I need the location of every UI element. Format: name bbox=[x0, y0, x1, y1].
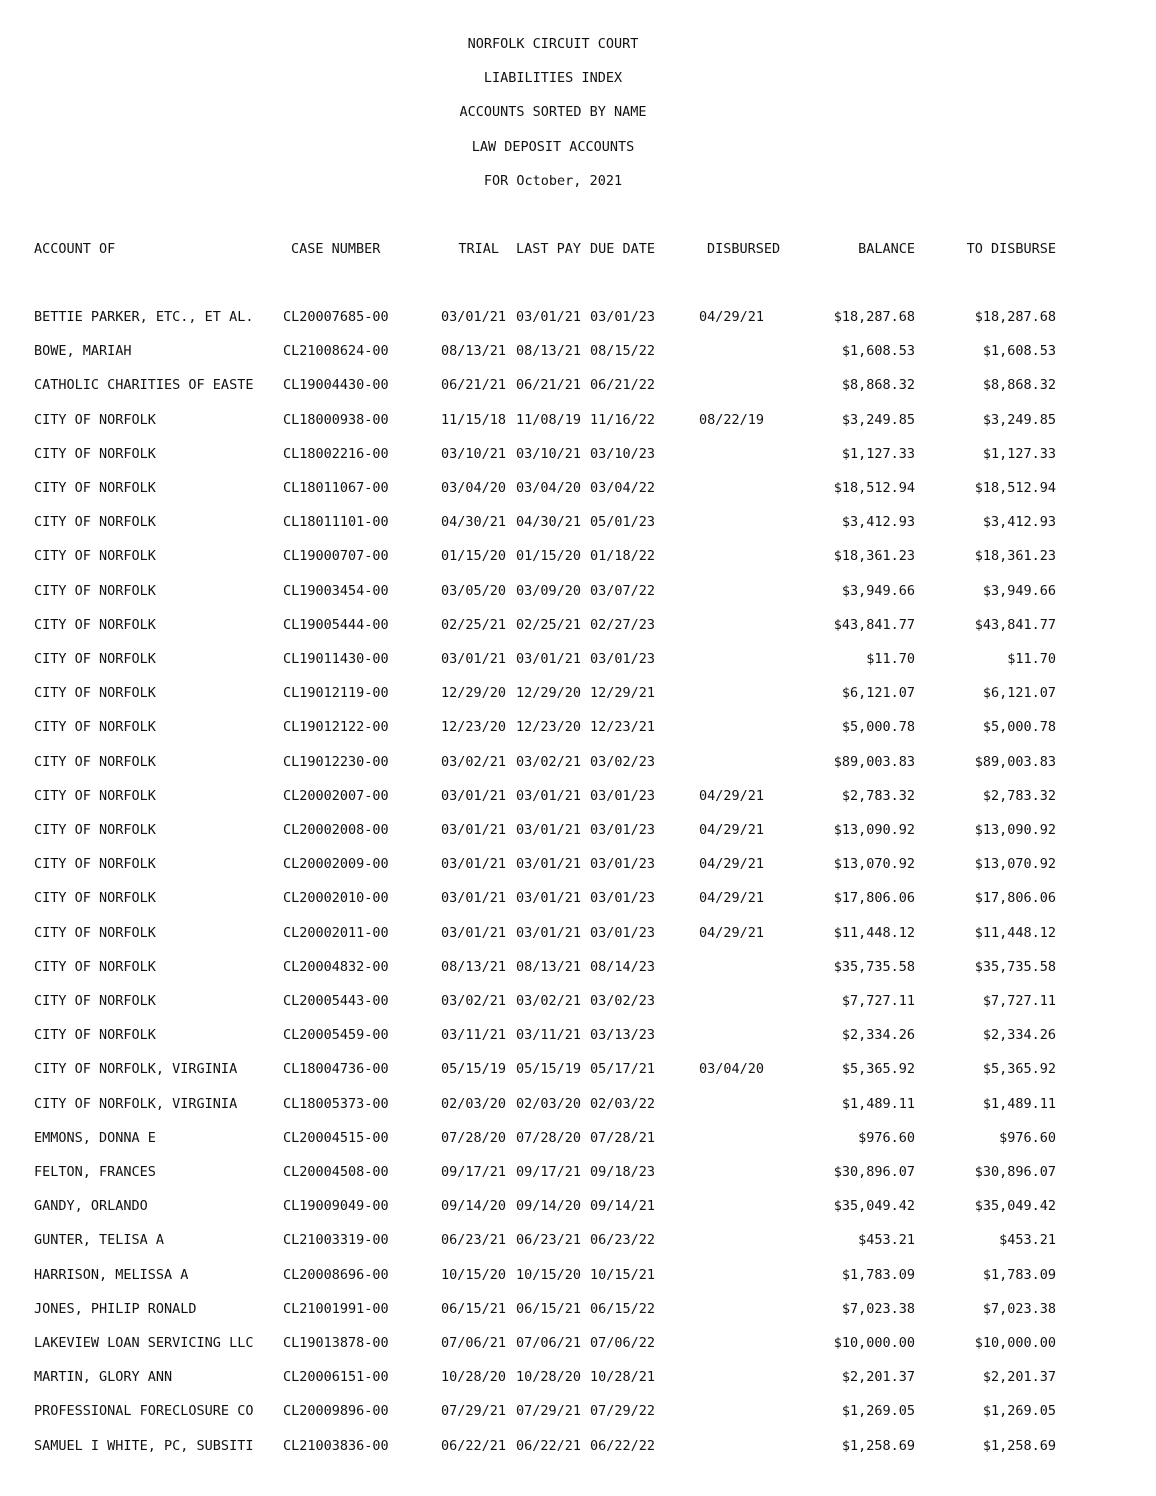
table-row bbox=[0, 514, 1156, 532]
trial-date-cell: 05/15/19 bbox=[441, 1061, 507, 1077]
account-of-cell: CITY OF NORFOLK bbox=[34, 719, 156, 735]
balance-cell: $453.21 bbox=[858, 1232, 915, 1248]
trial-date-cell: 09/17/21 bbox=[441, 1164, 507, 1180]
report-title: LIABILITIES INDEX bbox=[483, 70, 623, 86]
table-row bbox=[0, 1369, 1156, 1387]
trial-date-cell: 06/21/21 bbox=[441, 377, 507, 393]
to-disburse-cell: $2,783.32 bbox=[982, 788, 1056, 804]
account-of-cell: CITY OF NORFOLK bbox=[34, 685, 156, 701]
due-date-cell: 03/01/23 bbox=[590, 890, 656, 906]
case-number-cell: CL20002007-00 bbox=[283, 788, 389, 804]
case-number-cell: CL21001991-00 bbox=[283, 1301, 389, 1317]
case-number-cell: CL21008624-00 bbox=[283, 343, 389, 359]
due-date-cell: 06/23/22 bbox=[590, 1232, 656, 1248]
last-pay-date-cell: 03/10/21 bbox=[516, 446, 582, 462]
column-header-balance: BALANCE bbox=[858, 241, 915, 257]
column-header-last-pay: LAST PAY bbox=[516, 241, 582, 257]
table-row bbox=[0, 1198, 1156, 1216]
due-date-cell: 03/01/23 bbox=[590, 651, 656, 667]
balance-cell: $11,448.12 bbox=[833, 925, 915, 941]
case-number-cell: CL18000938-00 bbox=[283, 412, 389, 428]
due-date-cell: 02/03/22 bbox=[590, 1096, 656, 1112]
case-number-cell: CL20006151-00 bbox=[283, 1369, 389, 1385]
table-row bbox=[0, 309, 1156, 327]
account-of-cell: CITY OF NORFOLK bbox=[34, 1027, 156, 1043]
to-disburse-cell: $1,489.11 bbox=[982, 1096, 1056, 1112]
last-pay-date-cell: 03/04/20 bbox=[516, 480, 582, 496]
due-date-cell: 03/01/23 bbox=[590, 856, 656, 872]
table-row bbox=[0, 617, 1156, 635]
to-disburse-cell: $17,806.06 bbox=[974, 890, 1056, 906]
last-pay-date-cell: 05/15/19 bbox=[516, 1061, 582, 1077]
trial-date-cell: 06/22/21 bbox=[441, 1438, 507, 1454]
account-of-cell: LAKEVIEW LOAN SERVICING LLC bbox=[34, 1335, 254, 1351]
table-row bbox=[0, 1301, 1156, 1319]
last-pay-date-cell: 04/30/21 bbox=[516, 514, 582, 530]
last-pay-date-cell: 12/29/20 bbox=[516, 685, 582, 701]
last-pay-date-cell: 06/23/21 bbox=[516, 1232, 582, 1248]
case-number-cell: CL20008696-00 bbox=[283, 1267, 389, 1283]
to-disburse-cell: $1,269.05 bbox=[982, 1403, 1056, 1419]
trial-date-cell: 07/29/21 bbox=[441, 1403, 507, 1419]
table-row bbox=[0, 1164, 1156, 1182]
to-disburse-cell: $13,090.92 bbox=[974, 822, 1056, 838]
case-number-cell: CL20002009-00 bbox=[283, 856, 389, 872]
last-pay-date-cell: 03/01/21 bbox=[516, 856, 582, 872]
balance-cell: $2,334.26 bbox=[841, 1027, 915, 1043]
account-of-cell: CITY OF NORFOLK bbox=[34, 583, 156, 599]
last-pay-date-cell: 11/08/19 bbox=[516, 412, 582, 428]
table-row bbox=[0, 1096, 1156, 1114]
due-date-cell: 08/15/22 bbox=[590, 343, 656, 359]
case-number-cell: CL19013878-00 bbox=[283, 1335, 389, 1351]
to-disburse-cell: $7,727.11 bbox=[982, 993, 1056, 1009]
balance-cell: $6,121.07 bbox=[841, 685, 915, 701]
last-pay-date-cell: 07/28/20 bbox=[516, 1130, 582, 1146]
disbursed-date-cell: 03/04/20 bbox=[699, 1061, 765, 1077]
balance-cell: $89,003.83 bbox=[833, 754, 915, 770]
trial-date-cell: 03/01/21 bbox=[441, 651, 507, 667]
case-number-cell: CL18011101-00 bbox=[283, 514, 389, 530]
trial-date-cell: 07/06/21 bbox=[441, 1335, 507, 1351]
due-date-cell: 03/01/23 bbox=[590, 822, 656, 838]
account-of-cell: FELTON, FRANCES bbox=[34, 1164, 156, 1180]
due-date-cell: 09/14/21 bbox=[590, 1198, 656, 1214]
account-of-cell: CITY OF NORFOLK, VIRGINIA bbox=[34, 1061, 238, 1077]
trial-date-cell: 02/25/21 bbox=[441, 617, 507, 633]
account-of-cell: CITY OF NORFOLK bbox=[34, 959, 156, 975]
table-row bbox=[0, 343, 1156, 361]
balance-cell: $1,608.53 bbox=[841, 343, 915, 359]
account-of-cell: GUNTER, TELISA A bbox=[34, 1232, 165, 1248]
account-of-cell: GANDY, ORLANDO bbox=[34, 1198, 148, 1214]
last-pay-date-cell: 09/17/21 bbox=[516, 1164, 582, 1180]
trial-date-cell: 06/15/21 bbox=[441, 1301, 507, 1317]
trial-date-cell: 08/13/21 bbox=[441, 959, 507, 975]
table-row bbox=[0, 754, 1156, 772]
table-row bbox=[0, 1130, 1156, 1148]
due-date-cell: 03/01/23 bbox=[590, 788, 656, 804]
trial-date-cell: 03/01/21 bbox=[441, 788, 507, 804]
balance-cell: $30,896.07 bbox=[833, 1164, 915, 1180]
trial-date-cell: 03/05/20 bbox=[441, 583, 507, 599]
report-court-name: NORFOLK CIRCUIT COURT bbox=[467, 36, 639, 52]
trial-date-cell: 02/03/20 bbox=[441, 1096, 507, 1112]
table-row bbox=[0, 1335, 1156, 1353]
table-row bbox=[0, 446, 1156, 464]
table-row bbox=[0, 1027, 1156, 1045]
last-pay-date-cell: 03/02/21 bbox=[516, 993, 582, 1009]
case-number-cell: CL20007685-00 bbox=[283, 309, 389, 325]
table-row bbox=[0, 925, 1156, 943]
due-date-cell: 03/07/22 bbox=[590, 583, 656, 599]
balance-cell: $2,783.32 bbox=[841, 788, 915, 804]
table-row bbox=[0, 1232, 1156, 1250]
due-date-cell: 10/28/21 bbox=[590, 1369, 656, 1385]
table-row bbox=[0, 890, 1156, 908]
case-number-cell: CL20009896-00 bbox=[283, 1403, 389, 1419]
trial-date-cell: 03/01/21 bbox=[441, 890, 507, 906]
to-disburse-cell: $1,127.33 bbox=[982, 446, 1056, 462]
table-row bbox=[0, 719, 1156, 737]
to-disburse-cell: $8,868.32 bbox=[982, 377, 1056, 393]
to-disburse-cell: $453.21 bbox=[999, 1232, 1056, 1248]
last-pay-date-cell: 10/28/20 bbox=[516, 1369, 582, 1385]
to-disburse-cell: $30,896.07 bbox=[974, 1164, 1056, 1180]
balance-cell: $43,841.77 bbox=[833, 617, 915, 633]
due-date-cell: 06/22/22 bbox=[590, 1438, 656, 1454]
disbursed-date-cell: 04/29/21 bbox=[699, 309, 765, 325]
last-pay-date-cell: 08/13/21 bbox=[516, 343, 582, 359]
last-pay-date-cell: 07/29/21 bbox=[516, 1403, 582, 1419]
balance-cell: $11.70 bbox=[866, 651, 915, 667]
trial-date-cell: 03/01/21 bbox=[441, 925, 507, 941]
balance-cell: $1,489.11 bbox=[841, 1096, 915, 1112]
column-header-trial: TRIAL bbox=[458, 241, 499, 257]
to-disburse-cell: $18,512.94 bbox=[974, 480, 1056, 496]
due-date-cell: 08/14/23 bbox=[590, 959, 656, 975]
due-date-cell: 03/10/23 bbox=[590, 446, 656, 462]
to-disburse-cell: $18,361.23 bbox=[974, 548, 1056, 564]
account-of-cell: CITY OF NORFOLK bbox=[34, 480, 156, 496]
last-pay-date-cell: 03/01/21 bbox=[516, 651, 582, 667]
due-date-cell: 03/13/23 bbox=[590, 1027, 656, 1043]
to-disburse-cell: $1,783.09 bbox=[982, 1267, 1056, 1283]
trial-date-cell: 08/13/21 bbox=[441, 343, 507, 359]
case-number-cell: CL18002216-00 bbox=[283, 446, 389, 462]
case-number-cell: CL19012122-00 bbox=[283, 719, 389, 735]
table-row bbox=[0, 1438, 1156, 1456]
to-disburse-cell: $3,412.93 bbox=[982, 514, 1056, 530]
trial-date-cell: 01/15/20 bbox=[441, 548, 507, 564]
case-number-cell: CL20004508-00 bbox=[283, 1164, 389, 1180]
trial-date-cell: 03/11/21 bbox=[441, 1027, 507, 1043]
last-pay-date-cell: 02/03/20 bbox=[516, 1096, 582, 1112]
due-date-cell: 03/02/23 bbox=[590, 754, 656, 770]
case-number-cell: CL19012119-00 bbox=[283, 685, 389, 701]
case-number-cell: CL20005443-00 bbox=[283, 993, 389, 1009]
last-pay-date-cell: 02/25/21 bbox=[516, 617, 582, 633]
last-pay-date-cell: 03/01/21 bbox=[516, 309, 582, 325]
account-of-cell: HARRISON, MELISSA A bbox=[34, 1267, 189, 1283]
last-pay-date-cell: 07/06/21 bbox=[516, 1335, 582, 1351]
case-number-cell: CL20002011-00 bbox=[283, 925, 389, 941]
to-disburse-cell: $5,365.92 bbox=[982, 1061, 1056, 1077]
last-pay-date-cell: 12/23/20 bbox=[516, 719, 582, 735]
case-number-cell: CL21003836-00 bbox=[283, 1438, 389, 1454]
account-of-cell: MARTIN, GLORY ANN bbox=[34, 1369, 173, 1385]
table-row bbox=[0, 377, 1156, 395]
last-pay-date-cell: 06/15/21 bbox=[516, 1301, 582, 1317]
case-number-cell: CL18005373-00 bbox=[283, 1096, 389, 1112]
last-pay-date-cell: 03/01/21 bbox=[516, 822, 582, 838]
last-pay-date-cell: 03/01/21 bbox=[516, 788, 582, 804]
trial-date-cell: 09/14/20 bbox=[441, 1198, 507, 1214]
balance-cell: $3,949.66 bbox=[841, 583, 915, 599]
trial-date-cell: 03/10/21 bbox=[441, 446, 507, 462]
trial-date-cell: 03/01/21 bbox=[441, 856, 507, 872]
table-row bbox=[0, 583, 1156, 601]
account-of-cell: CITY OF NORFOLK bbox=[34, 446, 156, 462]
trial-date-cell: 12/23/20 bbox=[441, 719, 507, 735]
balance-cell: $17,806.06 bbox=[833, 890, 915, 906]
table-row bbox=[0, 1403, 1156, 1421]
last-pay-date-cell: 06/21/21 bbox=[516, 377, 582, 393]
case-number-cell: CL20002008-00 bbox=[283, 822, 389, 838]
balance-cell: $3,249.85 bbox=[841, 412, 915, 428]
due-date-cell: 03/01/23 bbox=[590, 925, 656, 941]
due-date-cell: 07/28/21 bbox=[590, 1130, 656, 1146]
due-date-cell: 03/01/23 bbox=[590, 309, 656, 325]
account-of-cell: CITY OF NORFOLK bbox=[34, 617, 156, 633]
case-number-cell: CL20002010-00 bbox=[283, 890, 389, 906]
disbursed-date-cell: 04/29/21 bbox=[699, 788, 765, 804]
to-disburse-cell: $1,608.53 bbox=[982, 343, 1056, 359]
table-row bbox=[0, 959, 1156, 977]
column-header-disbursed: DISBURSED bbox=[707, 241, 781, 257]
table-row bbox=[0, 412, 1156, 430]
due-date-cell: 01/18/22 bbox=[590, 548, 656, 564]
account-of-cell: CITY OF NORFOLK bbox=[34, 548, 156, 564]
last-pay-date-cell: 03/01/21 bbox=[516, 890, 582, 906]
trial-date-cell: 10/28/20 bbox=[441, 1369, 507, 1385]
to-disburse-cell: $10,000.00 bbox=[974, 1335, 1056, 1351]
balance-cell: $1,269.05 bbox=[841, 1403, 915, 1419]
due-date-cell: 06/15/22 bbox=[590, 1301, 656, 1317]
due-date-cell: 12/29/21 bbox=[590, 685, 656, 701]
account-of-cell: CITY OF NORFOLK bbox=[34, 993, 156, 1009]
to-disburse-cell: $976.60 bbox=[999, 1130, 1056, 1146]
report-account-type: LAW DEPOSIT ACCOUNTS bbox=[471, 139, 635, 155]
balance-cell: $18,512.94 bbox=[833, 480, 915, 496]
due-date-cell: 07/06/22 bbox=[590, 1335, 656, 1351]
account-of-cell: CITY OF NORFOLK bbox=[34, 651, 156, 667]
last-pay-date-cell: 08/13/21 bbox=[516, 959, 582, 975]
account-of-cell: EMMONS, DONNA E bbox=[34, 1130, 156, 1146]
balance-cell: $1,783.09 bbox=[841, 1267, 915, 1283]
balance-cell: $13,090.92 bbox=[833, 822, 915, 838]
case-number-cell: CL19009049-00 bbox=[283, 1198, 389, 1214]
to-disburse-cell: $5,000.78 bbox=[982, 719, 1056, 735]
case-number-cell: CL18004736-00 bbox=[283, 1061, 389, 1077]
table-row bbox=[0, 856, 1156, 874]
trial-date-cell: 03/01/21 bbox=[441, 309, 507, 325]
to-disburse-cell: $11.70 bbox=[1007, 651, 1056, 667]
balance-cell: $18,287.68 bbox=[833, 309, 915, 325]
disbursed-date-cell: 08/22/19 bbox=[699, 412, 765, 428]
account-of-cell: CITY OF NORFOLK bbox=[34, 754, 156, 770]
trial-date-cell: 04/30/21 bbox=[441, 514, 507, 530]
disbursed-date-cell: 04/29/21 bbox=[699, 822, 765, 838]
to-disburse-cell: $11,448.12 bbox=[974, 925, 1056, 941]
to-disburse-cell: $13,070.92 bbox=[974, 856, 1056, 872]
to-disburse-cell: $3,249.85 bbox=[982, 412, 1056, 428]
due-date-cell: 03/02/23 bbox=[590, 993, 656, 1009]
table-row bbox=[0, 993, 1156, 1011]
due-date-cell: 02/27/23 bbox=[590, 617, 656, 633]
account-of-cell: BETTIE PARKER, ETC., ET AL. bbox=[34, 309, 254, 325]
due-date-cell: 09/18/23 bbox=[590, 1164, 656, 1180]
trial-date-cell: 03/01/21 bbox=[441, 822, 507, 838]
to-disburse-cell: $6,121.07 bbox=[982, 685, 1056, 701]
disbursed-date-cell: 04/29/21 bbox=[699, 890, 765, 906]
table-row bbox=[0, 685, 1156, 703]
case-number-cell: CL20004515-00 bbox=[283, 1130, 389, 1146]
to-disburse-cell: $18,287.68 bbox=[974, 309, 1056, 325]
case-number-cell: CL19005444-00 bbox=[283, 617, 389, 633]
due-date-cell: 10/15/21 bbox=[590, 1267, 656, 1283]
to-disburse-cell: $89,003.83 bbox=[974, 754, 1056, 770]
account-of-cell: CITY OF NORFOLK bbox=[34, 822, 156, 838]
to-disburse-cell: $43,841.77 bbox=[974, 617, 1056, 633]
to-disburse-cell: $2,334.26 bbox=[982, 1027, 1056, 1043]
due-date-cell: 05/17/21 bbox=[590, 1061, 656, 1077]
column-header-case-number: CASE NUMBER bbox=[291, 241, 381, 257]
report-sort-order: ACCOUNTS SORTED BY NAME bbox=[459, 104, 647, 120]
last-pay-date-cell: 03/11/21 bbox=[516, 1027, 582, 1043]
balance-cell: $8,868.32 bbox=[841, 377, 915, 393]
case-number-cell: CL18011067-00 bbox=[283, 480, 389, 496]
account-of-cell: CITY OF NORFOLK bbox=[34, 788, 156, 804]
account-of-cell: JONES, PHILIP RONALD bbox=[34, 1301, 197, 1317]
trial-date-cell: 10/15/20 bbox=[441, 1267, 507, 1283]
last-pay-date-cell: 03/01/21 bbox=[516, 925, 582, 941]
to-disburse-cell: $1,258.69 bbox=[982, 1438, 1056, 1454]
case-number-cell: CL19011430-00 bbox=[283, 651, 389, 667]
account-of-cell: CITY OF NORFOLK bbox=[34, 514, 156, 530]
balance-cell: $3,412.93 bbox=[841, 514, 915, 530]
account-of-cell: CITY OF NORFOLK, VIRGINIA bbox=[34, 1096, 238, 1112]
trial-date-cell: 12/29/20 bbox=[441, 685, 507, 701]
case-number-cell: CL19004430-00 bbox=[283, 377, 389, 393]
balance-cell: $35,049.42 bbox=[833, 1198, 915, 1214]
to-disburse-cell: $35,049.42 bbox=[974, 1198, 1056, 1214]
balance-cell: $10,000.00 bbox=[833, 1335, 915, 1351]
to-disburse-cell: $3,949.66 bbox=[982, 583, 1056, 599]
balance-cell: $7,727.11 bbox=[841, 993, 915, 1009]
trial-date-cell: 07/28/20 bbox=[441, 1130, 507, 1146]
due-date-cell: 03/04/22 bbox=[590, 480, 656, 496]
table-row bbox=[0, 1267, 1156, 1285]
table-row bbox=[0, 548, 1156, 566]
due-date-cell: 05/01/23 bbox=[590, 514, 656, 530]
case-number-cell: CL21003319-00 bbox=[283, 1232, 389, 1248]
due-date-cell: 11/16/22 bbox=[590, 412, 656, 428]
case-number-cell: CL19003454-00 bbox=[283, 583, 389, 599]
case-number-cell: CL19000707-00 bbox=[283, 548, 389, 564]
last-pay-date-cell: 03/09/20 bbox=[516, 583, 582, 599]
last-pay-date-cell: 03/02/21 bbox=[516, 754, 582, 770]
balance-cell: $18,361.23 bbox=[833, 548, 915, 564]
due-date-cell: 07/29/22 bbox=[590, 1403, 656, 1419]
table-row bbox=[0, 822, 1156, 840]
column-header-account-of: ACCOUNT OF bbox=[34, 241, 116, 257]
case-number-cell: CL20004832-00 bbox=[283, 959, 389, 975]
last-pay-date-cell: 09/14/20 bbox=[516, 1198, 582, 1214]
balance-cell: $5,000.78 bbox=[841, 719, 915, 735]
balance-cell: $5,365.92 bbox=[841, 1061, 915, 1077]
balance-cell: $35,735.58 bbox=[833, 959, 915, 975]
trial-date-cell: 06/23/21 bbox=[441, 1232, 507, 1248]
table-row bbox=[0, 651, 1156, 669]
last-pay-date-cell: 01/15/20 bbox=[516, 548, 582, 564]
table-row bbox=[0, 480, 1156, 498]
to-disburse-cell: $2,201.37 bbox=[982, 1369, 1056, 1385]
account-of-cell: PROFESSIONAL FORECLOSURE CO bbox=[34, 1403, 254, 1419]
trial-date-cell: 03/02/21 bbox=[441, 993, 507, 1009]
account-of-cell: CITY OF NORFOLK bbox=[34, 890, 156, 906]
account-of-cell: CITY OF NORFOLK bbox=[34, 412, 156, 428]
case-number-cell: CL19012230-00 bbox=[283, 754, 389, 770]
account-of-cell: BOWE, MARIAH bbox=[34, 343, 132, 359]
trial-date-cell: 03/02/21 bbox=[441, 754, 507, 770]
to-disburse-cell: $35,735.58 bbox=[974, 959, 1056, 975]
account-of-cell: CATHOLIC CHARITIES OF EASTE bbox=[34, 377, 254, 393]
disbursed-date-cell: 04/29/21 bbox=[699, 856, 765, 872]
account-of-cell: SAMUEL I WHITE, PC, SUBSITI bbox=[34, 1438, 254, 1454]
last-pay-date-cell: 06/22/21 bbox=[516, 1438, 582, 1454]
balance-cell: $1,258.69 bbox=[841, 1438, 915, 1454]
trial-date-cell: 03/04/20 bbox=[441, 480, 507, 496]
column-header-due-date: DUE DATE bbox=[590, 241, 656, 257]
balance-cell: $976.60 bbox=[858, 1130, 915, 1146]
table-row bbox=[0, 1061, 1156, 1079]
balance-cell: $13,070.92 bbox=[833, 856, 915, 872]
table-row bbox=[0, 788, 1156, 806]
balance-cell: $1,127.33 bbox=[841, 446, 915, 462]
due-date-cell: 12/23/21 bbox=[590, 719, 656, 735]
trial-date-cell: 11/15/18 bbox=[441, 412, 507, 428]
due-date-cell: 06/21/22 bbox=[590, 377, 656, 393]
account-of-cell: CITY OF NORFOLK bbox=[34, 925, 156, 941]
account-of-cell: CITY OF NORFOLK bbox=[34, 856, 156, 872]
report-period: FOR October, 2021 bbox=[483, 173, 623, 189]
balance-cell: $2,201.37 bbox=[841, 1369, 915, 1385]
case-number-cell: CL20005459-00 bbox=[283, 1027, 389, 1043]
to-disburse-cell: $7,023.38 bbox=[982, 1301, 1056, 1317]
disbursed-date-cell: 04/29/21 bbox=[699, 925, 765, 941]
last-pay-date-cell: 10/15/20 bbox=[516, 1267, 582, 1283]
column-header-to-disburse: TO DISBURSE bbox=[966, 241, 1056, 257]
balance-cell: $7,023.38 bbox=[841, 1301, 915, 1317]
